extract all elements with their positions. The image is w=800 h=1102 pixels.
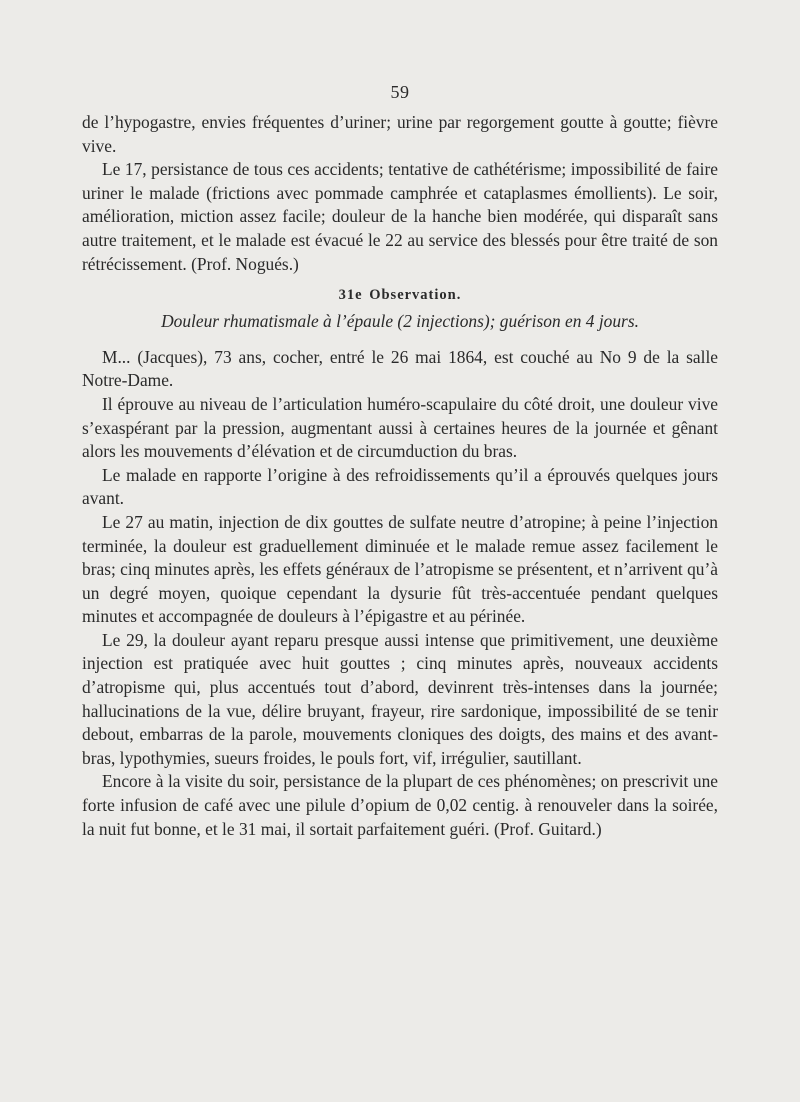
observation-label: Observation.: [369, 287, 462, 304]
observation-paragraph-3: Le malade en rapporte l’origine à des refroidissements qu’il a éprouvés quelques jours avant.: [82, 464, 718, 509]
observation-number: 31e: [338, 287, 363, 304]
observation-subtitle: Douleur rhumatismale à l’épaule (2 injections); guérison en 4 jours.: [161, 311, 639, 332]
observation-paragraph-5: Le 29, la douleur ayant reparu presque aussi intense que primitivement, une deuxième injection est pratiquée avec huit gouttes ; cinq minutes après, nouveaux accidents d’atropisme qui, plus accentués tout d’abord, devinrent très-intenses dans la journée; hallucinations de la vue, délire bruyant, frayeur, rire sardonique, impossibilité de se tenir debout, embarras de la parole, mouvements cloniques des doigts, des mains et des avant-bras, lypothymies, sueurs froides, le pouls fort, vif, irrégulier, sautillant.: [82, 629, 718, 768]
paragraph-continuation: de l’hypogastre, envies fréquentes d’uriner; urine par regorgement goutte à goutte; fièvre vive.: [82, 112, 718, 156]
observation-paragraph-2: Il éprouve au niveau de l’articulation huméro-scapulaire du côté droit, une douleur vive s’exaspérant par la pression, augmentant aussi à certaines heures de la journée et gênant alors les mouvements d’élévation et de circumduction du bras.: [82, 393, 718, 462]
observation-heading: [82, 284, 718, 306]
body-text: [82, 111, 718, 841]
paragraph-le-17: Le 17, persistance de tous ces accidents; tentative de cathétérisme; impossibilité de faire uriner le malade (frictions avec pommade camphrée et cataplasmes émollients). Le soir, amélioration, miction assez facile; douleur de la hanche bien modérée, qui disparaît sans autre traitement, et le malade est évacué le 22 au service des blessés pour être traité de son rétrécissement. (Prof. Nogués.): [82, 159, 718, 274]
page-number: 59: [390, 82, 410, 102]
observation-paragraph-6: Encore à la visite du soir, persistance de la plupart de ces phénomènes; on prescrivit une forte infusion de café avec une pilule d’opium de 0,02 centig. à renouveler dans la soirée, la nuit fut bonne, et le 31 mai, il sortait parfaitement guéri. (Prof. Guitard.): [82, 771, 718, 839]
observation-paragraph-1: M... (Jacques), 73 ans, cocher, entré le 26 mai 1864, est couché au No 9 de la salle Notre-Dame.: [82, 346, 718, 391]
observation-paragraph-4: Le 27 au matin, injection de dix gouttes de sulfate neutre d’atropine; à peine l’injection terminée, la douleur est graduellement diminuée et le malade remue assez facilement le bras; cinq minutes après, les effets généraux de l’atropisme se présentent, et n’arrivent qu’à un degré moyen, quoique cependant la dysurie fût très-accentuée pendant quelques minutes et accompagnée de douleurs à l’épigastre et au périnée.: [82, 511, 718, 627]
